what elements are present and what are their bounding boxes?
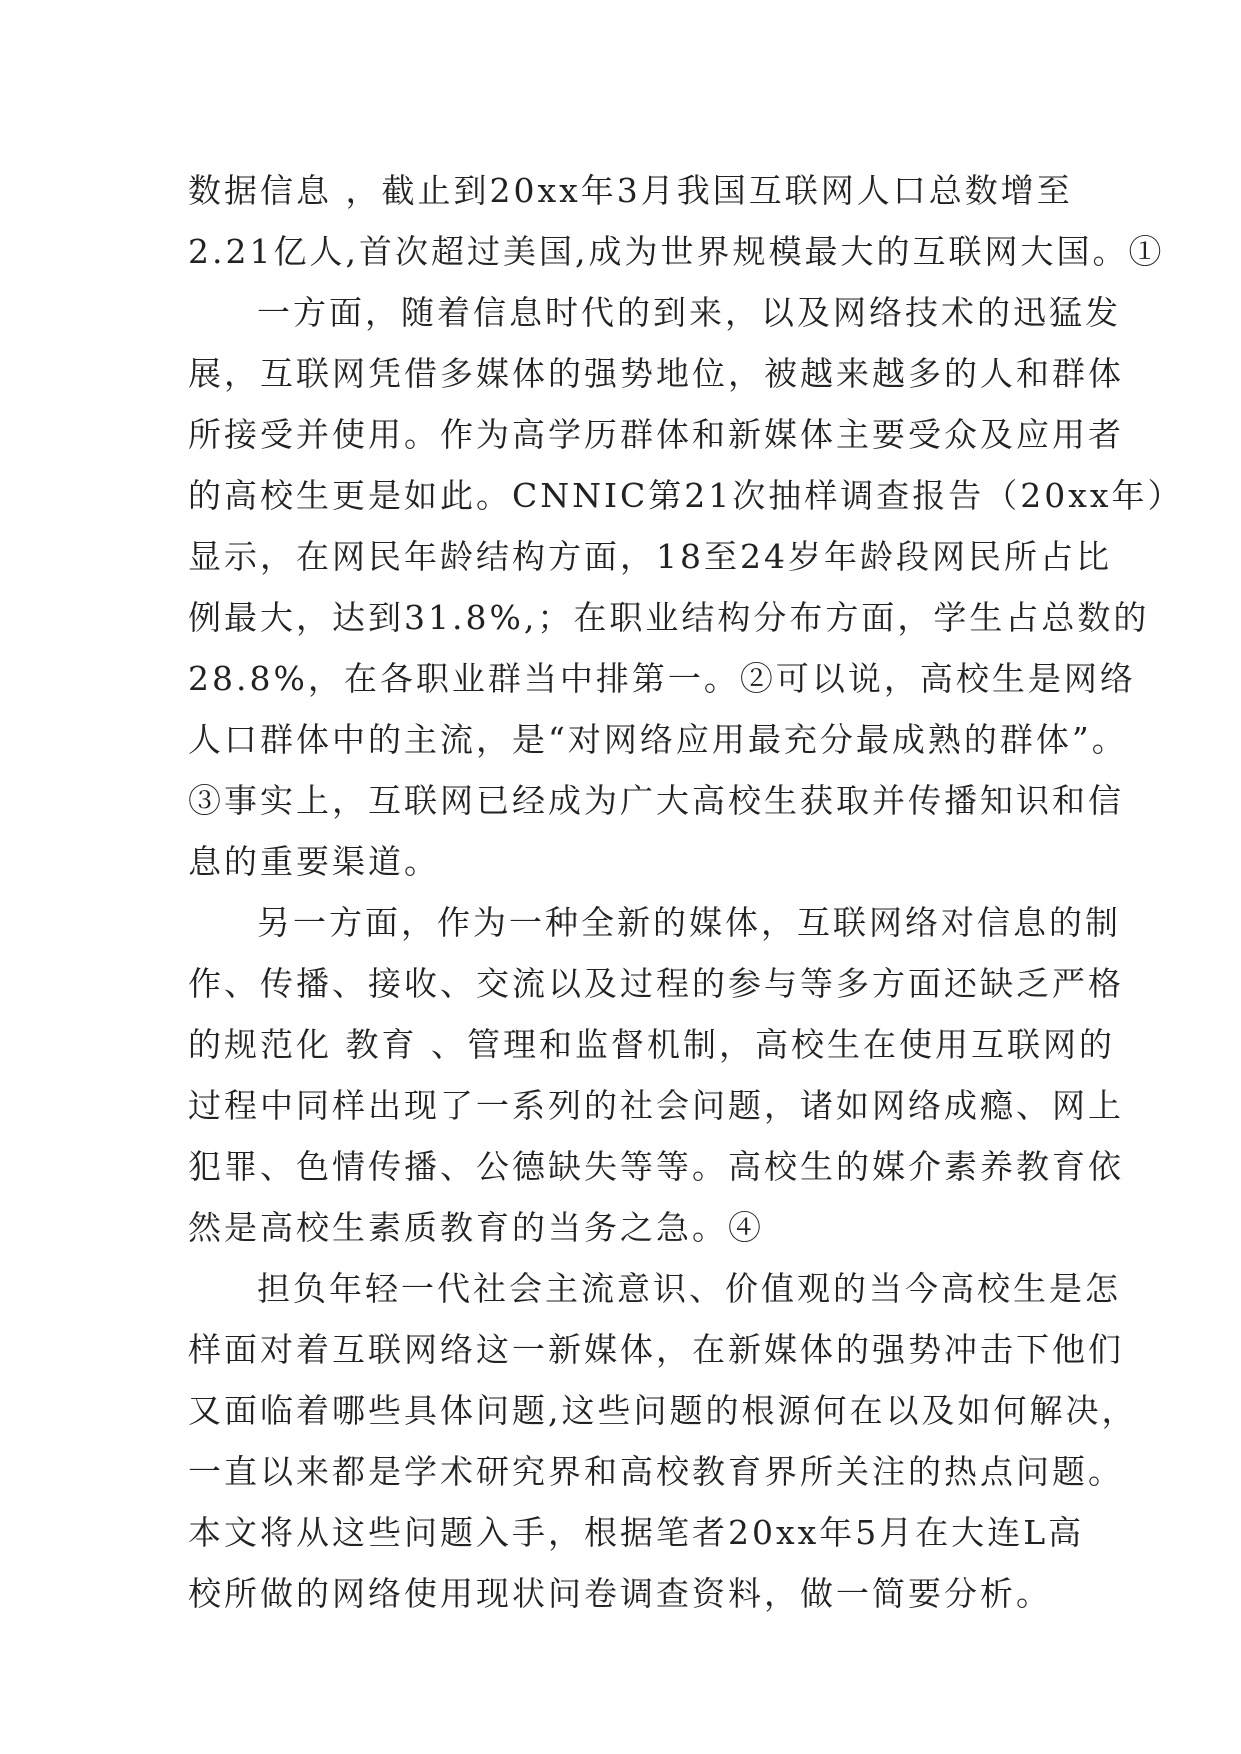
text-line: 校所做的网络使用现状问卷调查资料，做一简要分析。 bbox=[188, 1574, 1052, 1613]
text-line: 样面对着互联网络这一新媒体，在新媒体的强势冲击下他们 bbox=[188, 1330, 1124, 1369]
text-line: ③事实上，互联网已经成为广大高校生获取并传播知识和信 bbox=[188, 781, 1124, 820]
text-line: 的高校生更是如此。CNNIC第21次抽样调查报告（20xx年） bbox=[188, 476, 1184, 515]
text-line: 过程中同样出现了一系列的社会问题，诸如网络成瘾、网上 bbox=[188, 1086, 1124, 1125]
text-line: 息的重要渠道。 bbox=[188, 842, 440, 881]
text-line: 28.8%，在各职业群当中排第一。②可以说，高校生是网络 bbox=[188, 659, 1136, 698]
body-text bbox=[188, 160, 1184, 1624]
text-line: 例最大，达到31.8%,；在职业结构分布方面，学生占总数的 bbox=[188, 598, 1150, 637]
text-line: 2.21亿人,首次超过美国,成为世界规模最大的互联网大国。① bbox=[188, 232, 1165, 271]
paragraph-start-line: 一方面，随着信息时代的到来，以及网络技术的迅猛发 bbox=[257, 293, 1121, 332]
paragraph-start-line: 担负年轻一代社会主流意识、价值观的当今高校生是怎 bbox=[257, 1269, 1121, 1308]
text-line: 作、传播、接收、交流以及过程的参与等多方面还缺乏严格 bbox=[188, 964, 1124, 1003]
text-line: 本文将从这些问题入手，根据笔者20xx年5月在大连L高 bbox=[188, 1513, 1085, 1552]
text-line: 人口群体中的主流，是“对网络应用最充分最成熟的群体”。 bbox=[188, 720, 1128, 759]
text-line: 一直以来都是学术研究界和高校教育界所关注的热点问题。 bbox=[188, 1452, 1124, 1491]
text-line: 又面临着哪些具体问题,这些问题的根源何在以及如何解决， bbox=[188, 1391, 1138, 1430]
text-line: 的规范化 教育 、管理和监督机制，高校生在使用互联网的 bbox=[188, 1025, 1115, 1064]
text-line: 然是高校生素质教育的当务之急。④ bbox=[188, 1208, 764, 1247]
text-line: 所接受并使用。作为高学历群体和新媒体主要受众及应用者 bbox=[188, 415, 1124, 454]
text-line: 显示，在网民年龄结构方面，18至24岁年龄段网民所占比 bbox=[188, 537, 1112, 576]
text-line: 数据信息 ，截止到20xx年3月我国互联网人口总数增至 bbox=[188, 171, 1073, 210]
text-line: 犯罪、色情传播、公德缺失等等。高校生的媒介素养教育依 bbox=[188, 1147, 1124, 1186]
paragraph-start-line: 另一方面，作为一种全新的媒体，互联网络对信息的制 bbox=[257, 903, 1121, 942]
text-line: 展，互联网凭借多媒体的强势地位，被越来越多的人和群体 bbox=[188, 354, 1124, 393]
